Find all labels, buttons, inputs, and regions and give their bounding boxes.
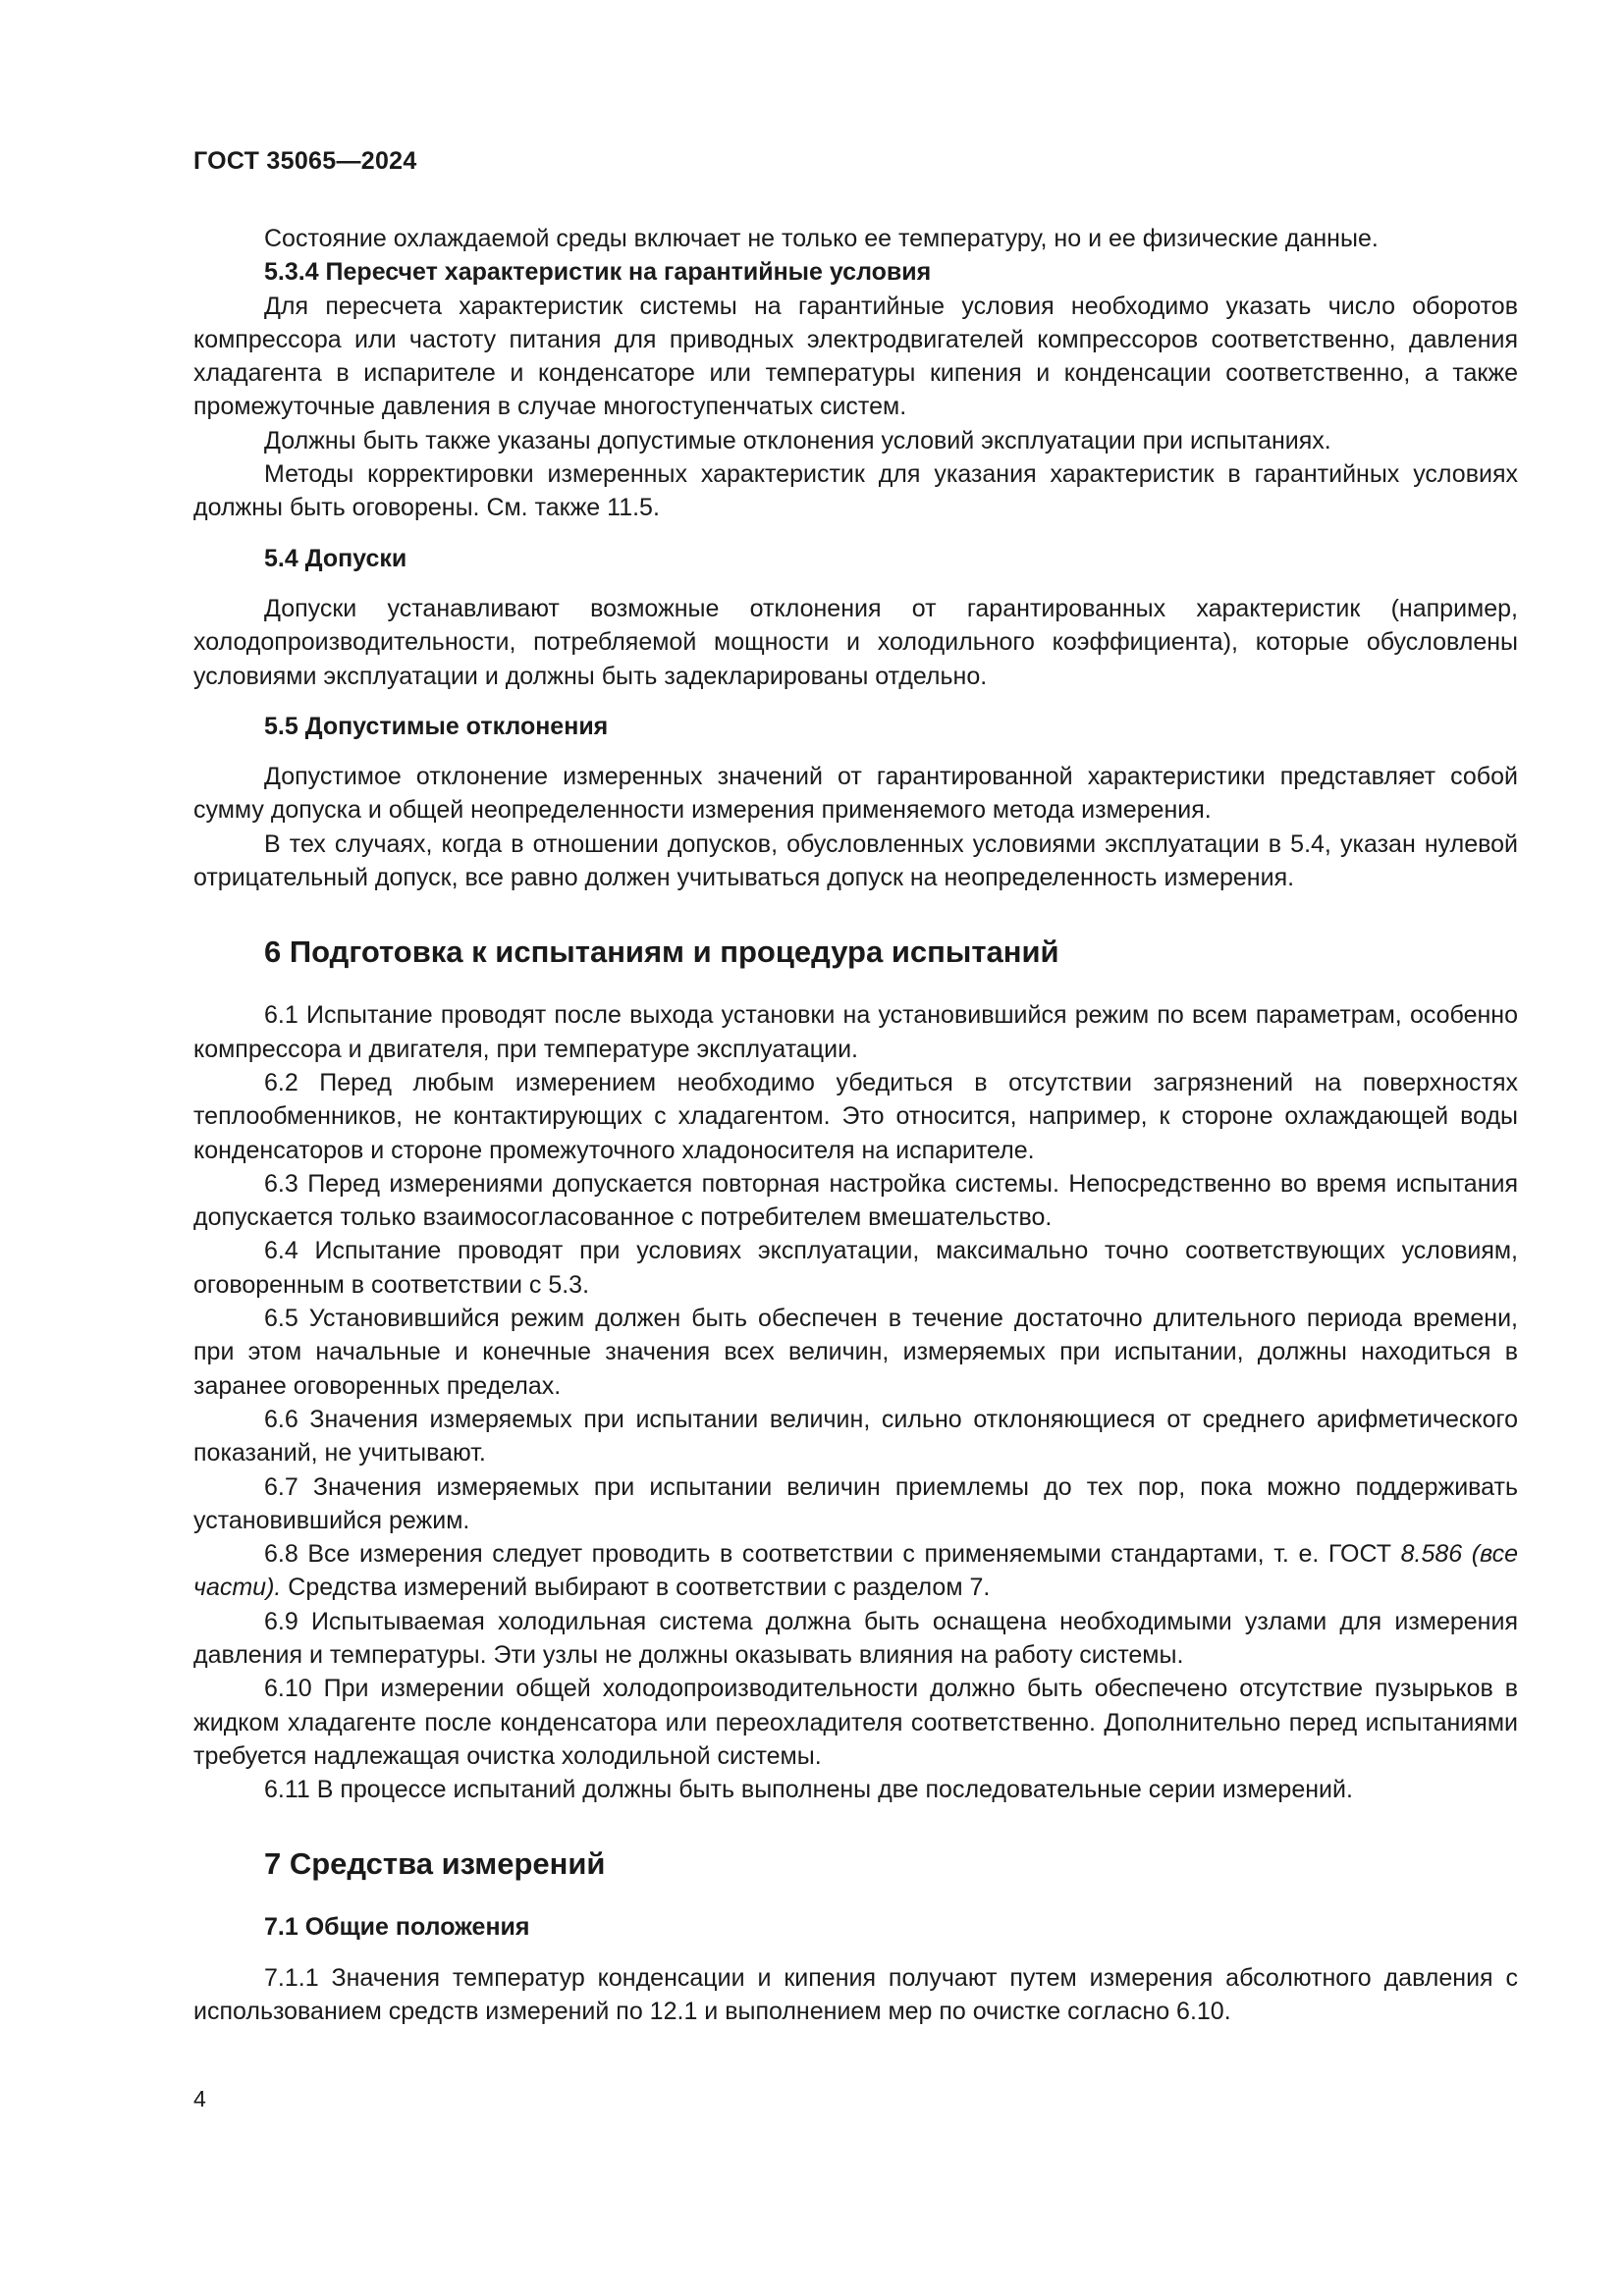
section-heading-5-5: 5.5 Допустимые отклонения [264, 712, 609, 740]
paragraph: Допуски устанавливают возможные отклонения от гарантированных характеристик (например, холодопроизводительности, потребляемой мощности и холодильного коэффициента), которые обусловлены условиями эксплуатации и должны быть задекларированы отдельно. [193, 594, 1518, 690]
paragraph: Для пересчета характеристик системы на гарантийные условия необходимо указать число оборотов компрессора или частоту питания для приводных электродвигателей компрессоров соответственно, давления хладагента в испарителе и конденсаторе или температуры кипения и конденсации соответственно, а также промежуточные давления в случае многоступенчатых систем. [193, 292, 1518, 421]
section-heading-5-4: 5.4 Допуски [264, 544, 407, 572]
clause-6-6: 6.6 Значения измеряемых при испытании величин, сильно отклоняющиеся от среднего арифметического показаний, не учитывают. [193, 1405, 1518, 1468]
paragraph: Состояние охлаждаемой среды включает не только ее температуру, но и ее физические данные. [264, 225, 1379, 252]
clause-6-1: 6.1 Испытание проводят после выхода установки на установившийся режим по всем параметрам, особенно компрессора и двигателя, при температуре эксплуатации. [193, 1001, 1518, 1063]
document-body [193, 222, 1518, 2028]
subsection-heading-5-3-4: 5.3.4 Пересчет характеристик на гарантийные условия [264, 258, 932, 287]
clause-6-8 [193, 1537, 1518, 1605]
clause-6-8-text-end: Средства измерений выбирают в соответствии с разделом 7. [281, 1574, 991, 1602]
page-number: 4 [193, 2086, 206, 2111]
clause-6-3: 6.3 Перед измерениями допускается повторная настройка системы. Непосредственно во время испытания допускается только взаимосогласованное с потребителем вмешательство. [193, 1169, 1518, 1232]
paragraph: В тех случаях, когда в отношении допусков, обусловленных условиями эксплуатации в 5.4, указан нулевой отрицательный допуск, все равно должен учитываться допуск на неопределенность измерения. [193, 829, 1518, 892]
chapter-heading-6: 6 Подготовка к испытаниям и процедура испытаний [264, 934, 1059, 970]
section-heading-7-1: 7.1 Общие положения [264, 1913, 530, 1942]
chapter-heading-7: 7 Средства измерений [264, 1846, 606, 1882]
clause-6-11: 6.11 В процессе испытаний должны быть выполнены две последовательные серии измерений. [264, 1776, 1353, 1804]
paragraph: Методы корректировки измеренных характеристик для указания характеристик в гарантийных условиях должны быть оговорены. См. также 11.5. [193, 460, 1518, 522]
document-header: ГОСТ 35065—2024 [193, 147, 417, 175]
clause-6-9: 6.9 Испытываемая холодильная система должна быть оснащена необходимыми узлами для измерения давления и температуры. Эти узлы не должны оказывать влияния на работу системы. [193, 1607, 1518, 1669]
clause-6-7: 6.7 Значения измеряемых при испытании величин приемлемы до тех пор, пока можно поддерживать установившийся режим. [193, 1472, 1518, 1534]
clause-6-4: 6.4 Испытание проводят при условиях эксплуатации, максимально точно соответствующих условиям, оговоренным в соответствии с 5.3. [193, 1237, 1518, 1299]
clause-6-8-text: 6.8 Все измерения следует проводить в соответствии с применяемыми стандартами, т. е. ГОСТ [264, 1540, 1401, 1569]
paragraph: Допустимое отклонение измеренных значений от гарантированной характеристики представляет собой сумму допуска и общей неопределенности измерения применяемого метода измерения. [193, 763, 1518, 825]
clause-6-10: 6.10 При измерении общей холодопроизводительности должно быть обеспечено отсутствие пузырьков в жидком хладагенте после конденсатора или переохладителя соответственно. Дополнительно перед испытаниями требуется надлежащая очистка холодильной системы. [193, 1675, 1518, 1770]
clause-7-1-1: 7.1.1 Значения температур конденсации и кипения получают путем измерения абсолютного давления с использованием средств измерений по 12.1 и выполнением мер по очистке согласно 6.10. [193, 1963, 1518, 2026]
standard-reference: 8.586 (все части). [193, 1540, 1518, 1602]
clause-6-5: 6.5 Установившийся режим должен быть обеспечен в течение достаточно длительного периода времени, при этом начальные и конечные значения всех величин, измеряемых при испытании, должны находиться в заранее оговоренных пределах. [193, 1305, 1518, 1400]
clause-6-2: 6.2 Перед любым измерением необходимо убедиться в отсутствии загрязнений на поверхностях теплообменников, не контактирующих с хладагентом. Это относится, например, к стороне охлаждающей воды конденсаторов и стороне промежуточного хладоносителя на испарителе. [193, 1068, 1518, 1164]
paragraph: Должны быть также указаны допустимые отклонения условий эксплуатации при испытаниях. [264, 426, 1331, 454]
